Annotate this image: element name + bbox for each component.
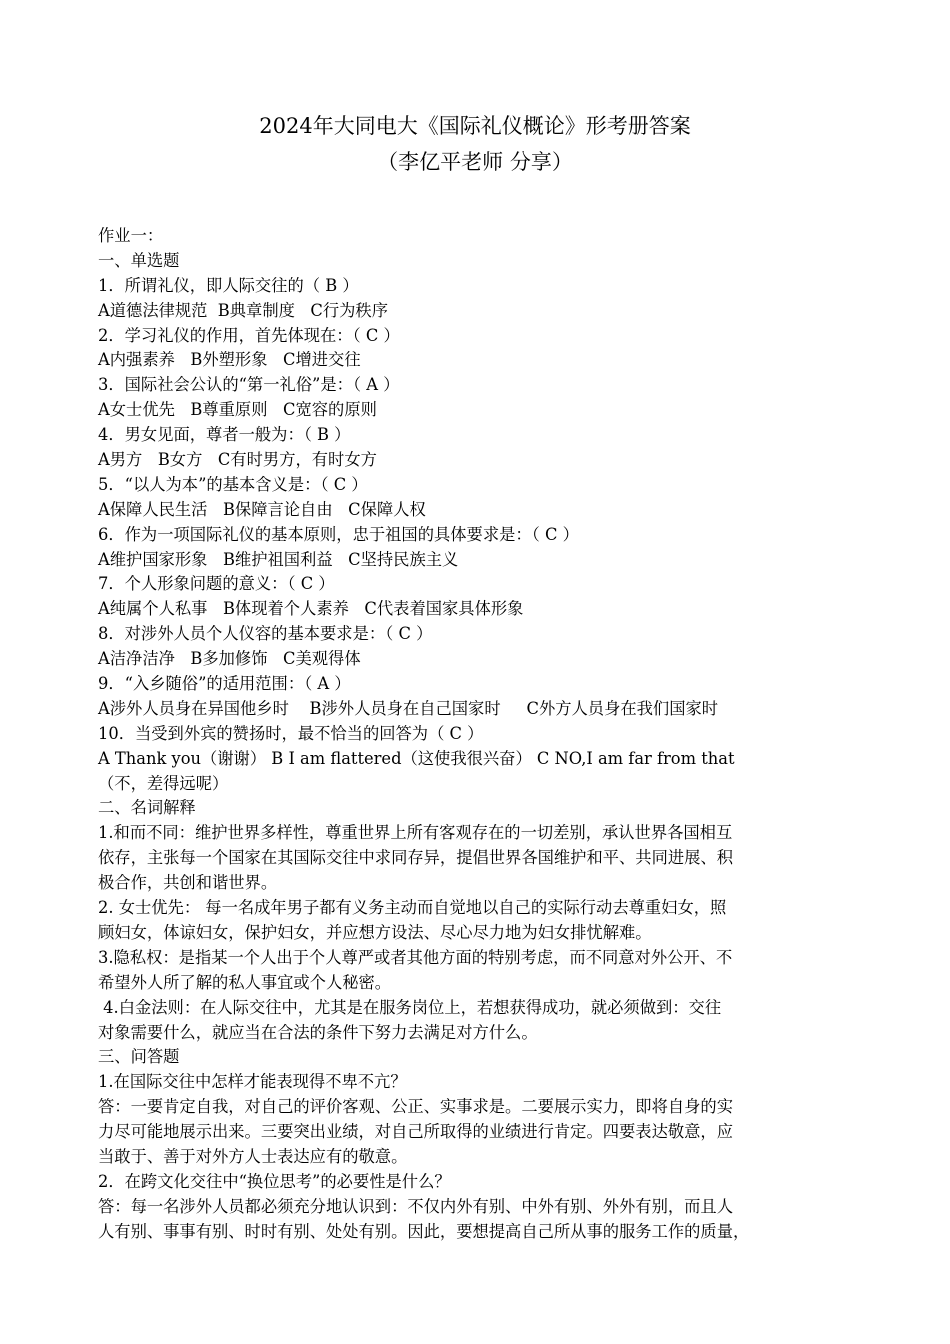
text-line: A男方 B女方 C有时男方，有时女方 (98, 450, 377, 470)
text-line: 8．对涉外人员个人仪容的基本要求是：（ C ） (98, 624, 433, 644)
text-line: 力尽可能地展示出来。三要突出业绩，对自己所取得的业绩进行肯定。四要表达敬意，应 (98, 1122, 733, 1142)
text-line: 2．在跨文化交往中“换位思考”的必要性是什么？ (98, 1171, 451, 1191)
text-line: 对象需要什么，就应当在合法的条件下努力去满足对方什么。 (98, 1022, 538, 1042)
text-line: 极合作，共创和谐世界。 (98, 873, 278, 893)
text-line: 希望外人所了解的私人事宜或个人秘密。 (98, 972, 392, 992)
text-line: 三、问答题 (98, 1047, 180, 1067)
text-line: A纯属个人私事 B体现着个人素养 C代表着国家具体形象 (98, 599, 524, 619)
text-line: 顾妇女，体谅妇女，保护妇女，并应想方设法、尽心尽力地为妇女排忧解难。 (98, 922, 652, 942)
text-line: 作业一： (98, 226, 164, 245)
text-line: 1．所谓礼仪，即人际交往的（ B ） (98, 275, 359, 295)
document-subtitle: （李亿平老师 分享） (377, 150, 573, 174)
text-line: 10．当受到外宾的赞扬时，最不恰当的回答为（ C ） (98, 723, 484, 743)
text-line: 4.白金法则：在人际交往中，尤其是在服务岗位上，若想获得成功，就必须做到：交往 (98, 997, 722, 1017)
text-line: A涉外人员身在异国他乡时 B涉外人员身在自己国家时 C外方人员身在我们国家时 (98, 698, 719, 718)
text-line: A Thank you（谢谢） B I am flattered（这使我很兴奋） C NO,I am far from that (98, 748, 735, 768)
text-line: A女士优先 B尊重原则 C宽容的原则 (98, 400, 377, 420)
text-line: 1.和而不同：维护世界多样性，尊重世界上所有客观存在的一切差别，承认世界各国相互 (98, 823, 733, 843)
text-line: （不，差得远呢） (98, 773, 229, 793)
text-line: 一、单选题 (98, 250, 180, 270)
text-line: 2. 女士优先： 每一名成年男子都有义务主动而自觉地以自己的实际行动去尊重妇女，照 (98, 898, 727, 918)
text-line: 3.隐私权：是指某一个人出于个人尊严或者其他方面的特别考虑，而不同意对外公开、不 (98, 947, 733, 967)
text-line: 4．男女见面，尊者一般为：（ B ） (98, 425, 351, 445)
text-line: 7．个人形象问题的意义：（ C ） (98, 574, 335, 594)
text-line: 2．学习礼仪的作用，首先体现在：（ C ） (98, 325, 400, 345)
text-line: A内强素养 B外塑形象 C增进交往 (98, 350, 361, 370)
text-line: 依存，主张每一个国家在其国际交往中求同存异，提倡世界各国维护和平、共同进展、积 (98, 848, 733, 868)
text-line: 人有别、事事有别、时时有别、处处有别。因此，要想提高自己所从事的服务工作的质量， (98, 1221, 750, 1241)
text-line: 二、名词解释 (98, 798, 196, 818)
text-line: 当敢于、善于对外方人士表达应有的敬意。 (98, 1146, 408, 1166)
text-line: 3．国际社会公认的“第一礼俗”是：（ A ） (98, 375, 400, 395)
document-body (98, 224, 858, 1245)
text-line: A保障人民生活 B保障言论自由 C保障人权 (98, 499, 426, 519)
text-line: 答：每一名涉外人员都必须充分地认识到：不仅内外有别、中外有别、外外有别，而且人 (98, 1196, 733, 1216)
document-title: 2024年大同电大《国际礼仪概论》形考册答案 (259, 114, 691, 138)
text-line: 答：一要肯定自我，对自己的评价客观、公正、实事求是。二要展示实力，即将自身的实 (98, 1097, 733, 1117)
text-line: A维护国家形象 B维护祖国利益 C坚持民族主义 (98, 549, 459, 569)
text-line: 1.在国际交往中怎样才能表现得不卑不亢？ (98, 1072, 407, 1092)
text-line: 9．“入乡随俗”的适用范围：（ A ） (98, 674, 351, 694)
text-line: A洁净洁净 B多加修饰 C美观得体 (98, 649, 361, 669)
text-line: A道德法律规范 B典章制度 C行为秩序 (98, 300, 388, 320)
text-line: 5．“以人为本”的基本含义是：（ C ） (98, 474, 368, 494)
text-line: 6．作为一项国际礼仪的基本原则，忠于祖国的具体要求是：（ C ） (98, 524, 579, 544)
